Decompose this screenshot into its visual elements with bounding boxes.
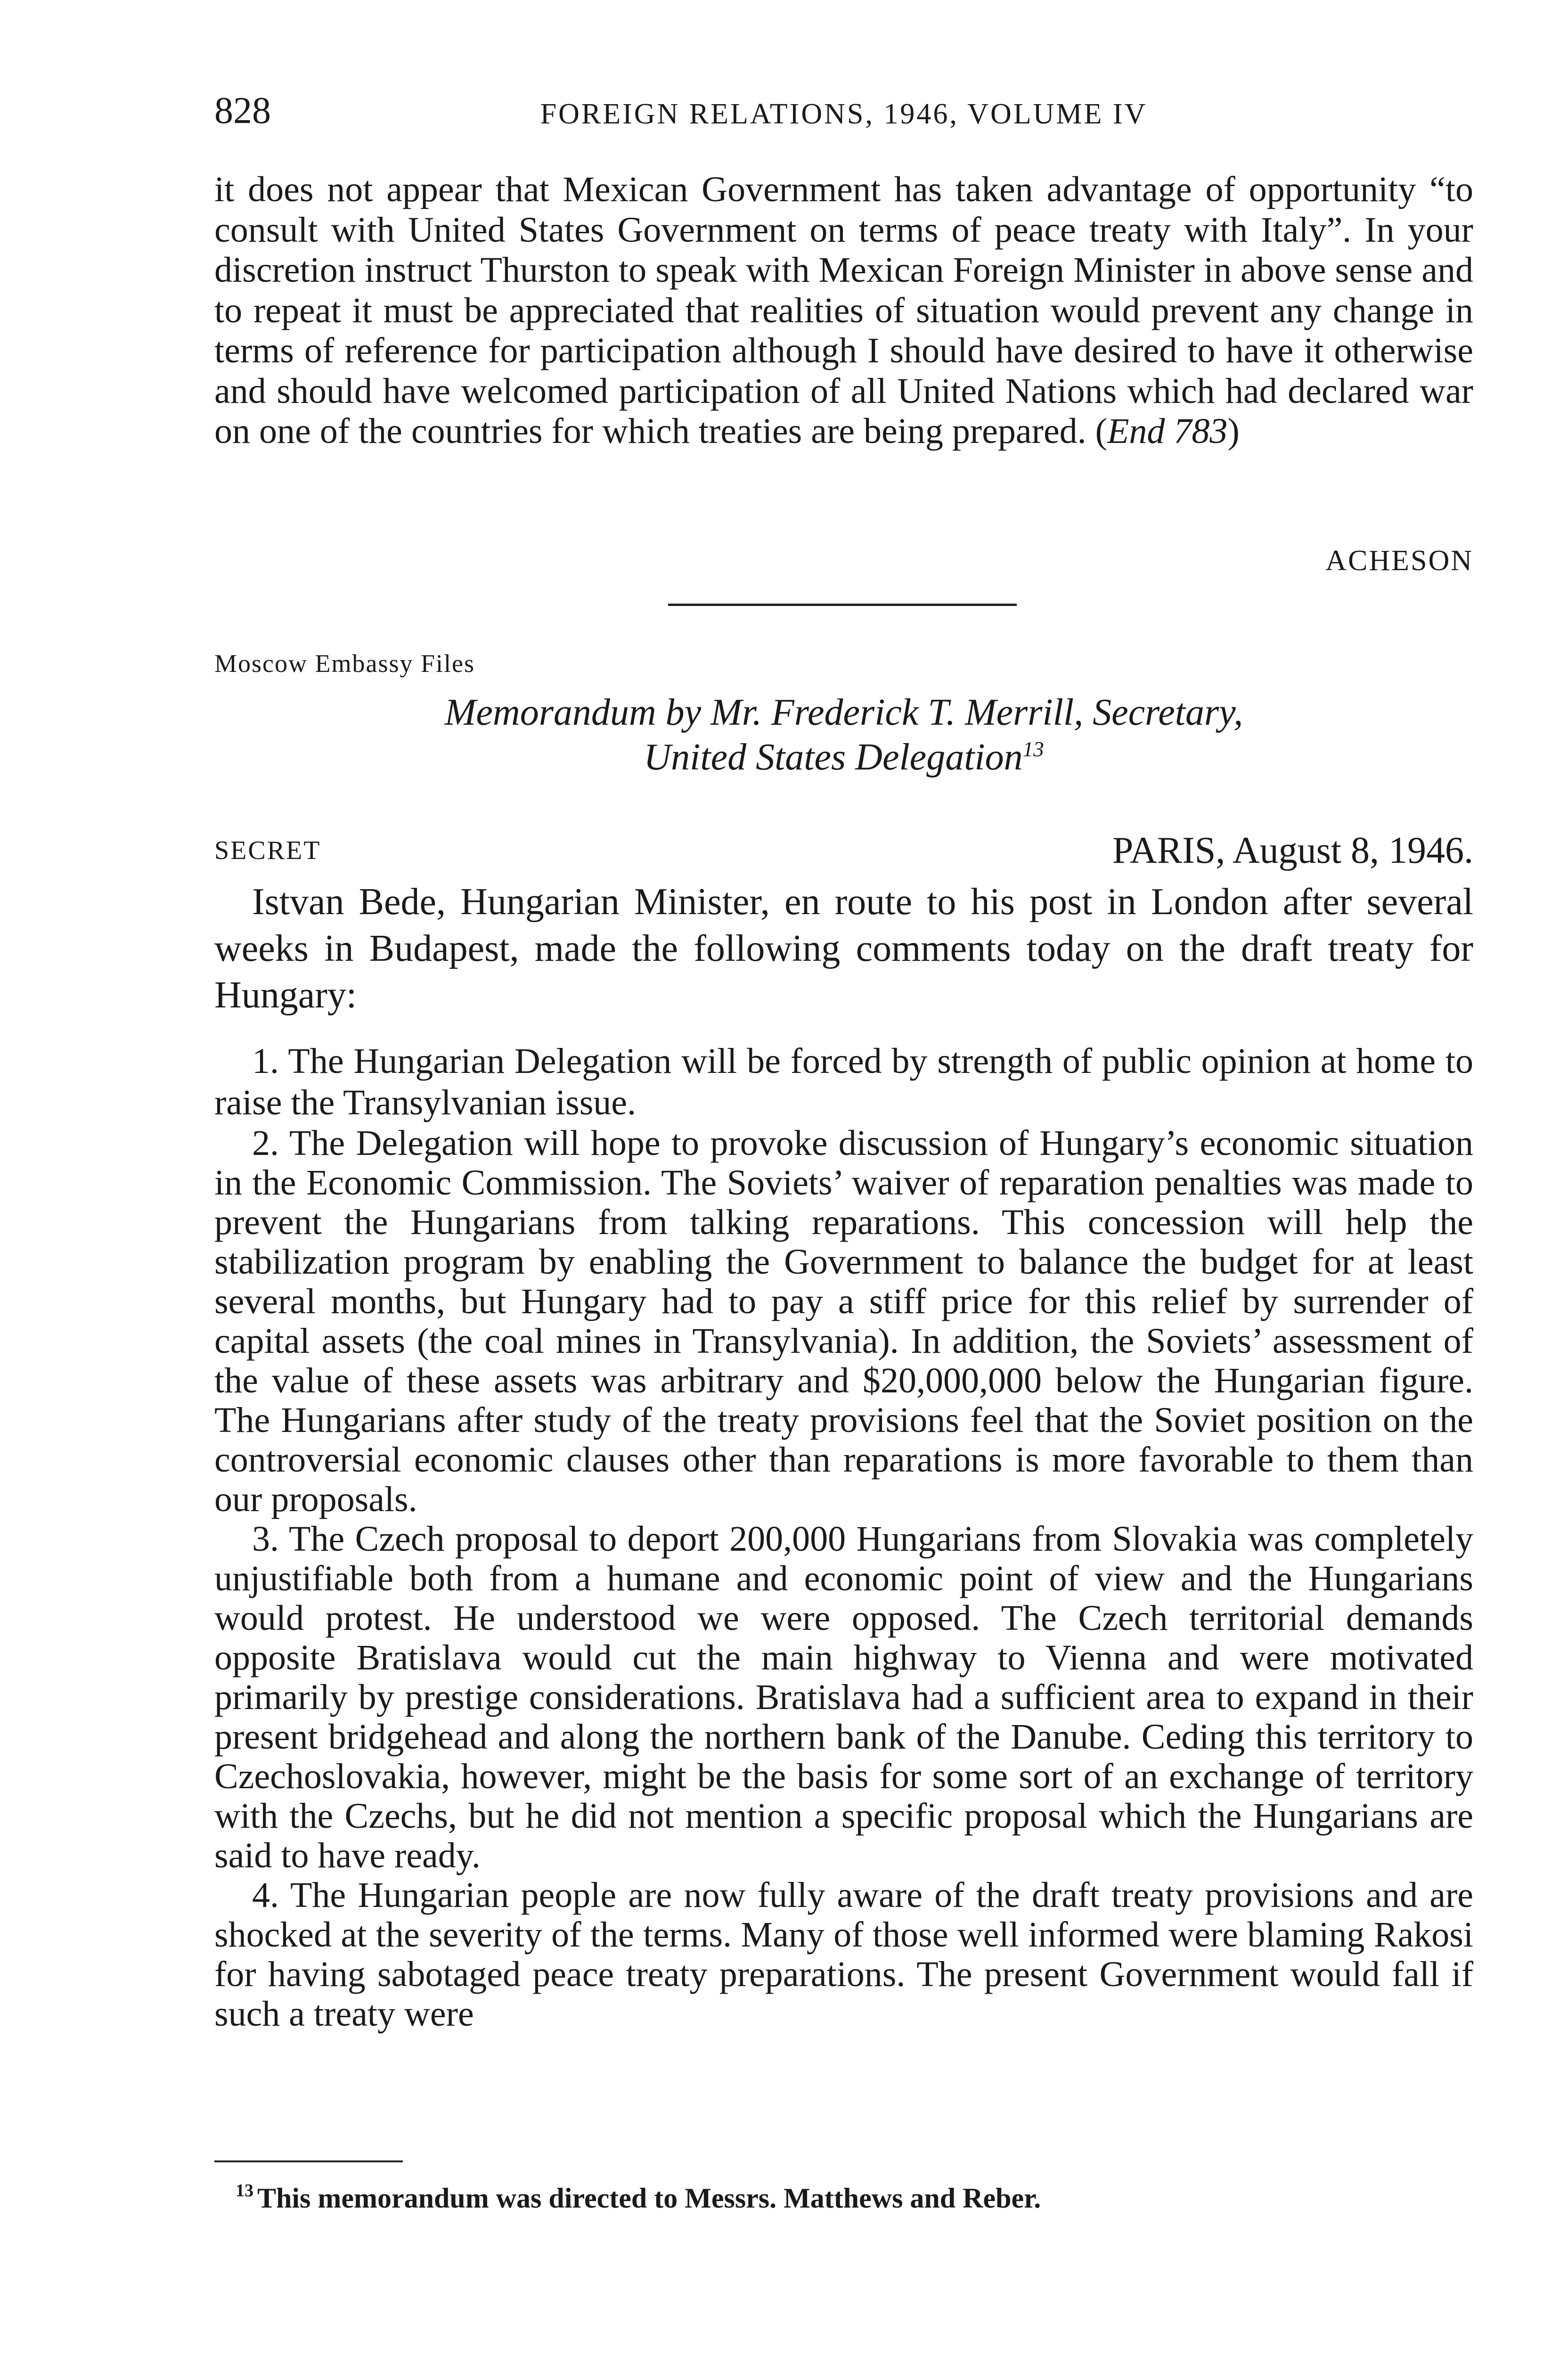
title-line-2 xyxy=(214,735,1473,780)
footnote-text: This memorandum was directed to Messrs. Matthews and Reber. xyxy=(257,2183,1041,2214)
footnote xyxy=(236,2179,1461,2217)
classification-row xyxy=(214,827,1473,874)
classification-label: SECRET xyxy=(214,836,321,865)
comments-list xyxy=(214,1040,1473,2034)
footnote-number: 13 xyxy=(236,2181,253,2201)
list-item: 1. The Hungarian Delegation will be forced by strength of public opinion at home to raise the Transylvanian issue. xyxy=(214,1041,1473,1122)
intro-paragraph: Istvan Bede, Hungarian Minister, en route to his post in London after several weeks in Budapest, made the following comments today on the draft treaty for Hungary: xyxy=(214,881,1473,1016)
document-title xyxy=(214,690,1473,780)
list-item: 2. The Delegation will hope to provoke discussion of Hungary’s economic situation in the Economic Commission. The Soviets’ waiver of reparation penalties was made to prevent the Hungarians from talking reparations. This concession will help the stabilization program by enabling the Government to balance the budget for at least several months, but Hungary had to pay a stiff price for this relief by surrender of capital assets (the coal mines in Transylvania). In addition, the Soviets’ assessment of the value of these assets was arbitrary and $20,000,000 below the Hungarian figure. The Hungarians after study of the treaty provisions feel that the Soviet position on the controversial economic clauses other than reparations is more favorable to them than our proposals. xyxy=(214,1123,1473,1519)
page-header xyxy=(214,87,1473,139)
source-note: Moscow Embassy Files xyxy=(214,649,475,678)
list-item: 3. The Czech proposal to deport 200,000 Hungarians from Slovakia was completely unjustifiable both from a humane and economic point of view and the Hungarians would protest. He understood we were opposed. The Czech territorial demands opposite Bratislava would cut the main highway to Vienna and were motivated primarily by prestige considerations. Bratislava had a sufficient area to expand in their present bridgehead and along the northern bank of the Danube. Ceding this territory to Czechoslovakia, however, might be the basis for some sort of an exchange of territory with the Czechs, but he did not mention a specific proposal which the Hungarians are said to have ready. xyxy=(214,1519,1473,1875)
end-note: End 783 xyxy=(1107,411,1228,451)
title-line-1: Memorandum by Mr. Frederick T. Merrill, Secretary, xyxy=(444,692,1243,733)
place-date: PARIS, August 8, 1946. xyxy=(1112,830,1473,871)
footnote-reference[interactable]: 13 xyxy=(1022,737,1044,761)
title-line-2-text: United States Delegation xyxy=(644,736,1023,778)
footnote-divider xyxy=(214,2160,403,2162)
signature: ACHESON xyxy=(1325,545,1473,577)
running-head: FOREIGN RELATIONS, 1946, VOLUME IV xyxy=(540,98,1148,130)
continuation-close: ) xyxy=(1227,411,1240,451)
page-number: 828 xyxy=(214,90,271,131)
continuation-text: it does not appear that Mexican Government has taken advantage of opportunity “to consult with United States Government on terms of peace treaty with Italy”. In your discretion instruct Thurston to speak with Mexican Foreign Minister in above sense and to repeat it must be appreciated that realities of situation would prevent any change in terms of reference for participation although I should have desired to have it otherwise and should have welcomed participation of all United Nations which had declared war on one of the countries for which treaties are being prepared. ( xyxy=(214,170,1473,451)
continuation-paragraph xyxy=(214,170,1473,452)
list-item: 4. The Hungarian people are now fully aware of the draft treaty provisions and are shocked at the severity of the terms. Many of those well informed were blaming Rakosi for having sabotaged peace treaty preparations. The present Government would fall if such a treaty were xyxy=(214,1875,1473,2034)
section-divider xyxy=(668,604,1017,606)
